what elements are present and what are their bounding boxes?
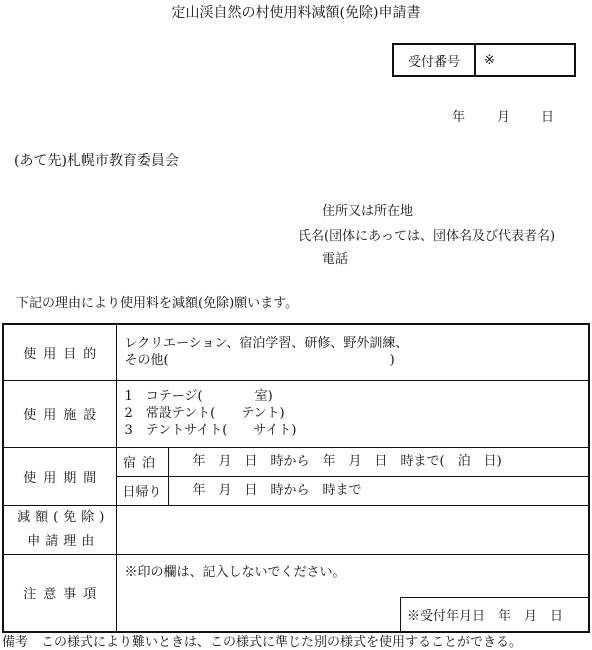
purpose-label: 使用目的 <box>3 324 116 380</box>
date-day: 日 <box>541 110 555 125</box>
facility-tentsite: 3 テントサイト( サイト) <box>124 423 297 438</box>
daytrip-label: 日帰り <box>116 476 168 505</box>
remark-footnote: 備考 この様式により難いときは、この様式に準じた別の様式を使用することができる。 <box>2 635 523 650</box>
reception-number-box <box>392 43 576 77</box>
period-stay-row <box>3 447 589 476</box>
facility-cottage: 1 コテージ( 室) <box>124 389 273 404</box>
reception-number-field[interactable]: ※ <box>484 52 495 68</box>
applicant-phone-label: 電話 <box>322 252 349 267</box>
applicant-name-label: 氏名(団体にあっては、団体名及び代表者名) <box>298 229 556 244</box>
application-table <box>2 323 590 633</box>
facility-field[interactable] <box>116 380 589 447</box>
daytrip-period-field[interactable]: 年 月 日 時から 時まで <box>168 476 589 505</box>
facility-label: 使用施設 <box>3 380 116 447</box>
notes-row <box>3 554 589 632</box>
applicant-address-label: 住所又は所在地 <box>322 204 414 219</box>
purpose-row <box>3 324 589 380</box>
reason-row <box>3 505 589 554</box>
stay-period-field[interactable]: 年 月 日 時から 年 月 日 時まで( 泊 日) <box>168 447 589 476</box>
reason-label <box>3 505 116 554</box>
notes-label: 注意事項 <box>3 554 116 632</box>
reason-field[interactable] <box>116 505 589 554</box>
reception-number-label: 受付番号 <box>394 45 476 75</box>
facility-tent: 2 常設テント( テント) <box>124 406 285 421</box>
purpose-field[interactable] <box>116 324 589 380</box>
purpose-other: その他( ) <box>124 353 395 369</box>
request-intro: 下記の理由により使用料を減額(免除)願います。 <box>16 296 299 311</box>
notes-text: ※印の欄は、記入しないでください。 <box>124 564 346 580</box>
facility-row <box>3 380 589 447</box>
period-label: 使用期間 <box>3 447 116 505</box>
stay-label: 宿泊 <box>116 447 168 476</box>
date-month: 月 <box>497 110 511 125</box>
date-year: 年 <box>452 110 466 125</box>
reason-label-line2: 申請理由 <box>27 533 100 549</box>
addressee: (あて先)札幌市教育委員会 <box>14 153 179 169</box>
reason-label-line1: 減額(免除) <box>17 509 110 525</box>
form-title: 定山渓自然の村使用料減額(免除)申請書 <box>171 5 421 21</box>
notes-cell <box>116 554 589 632</box>
purpose-options: レクリエーション、宿泊学習、研修、野外訓練、 <box>124 336 409 352</box>
received-date-field[interactable]: ※受付年月日 年 月 日 <box>400 597 588 631</box>
